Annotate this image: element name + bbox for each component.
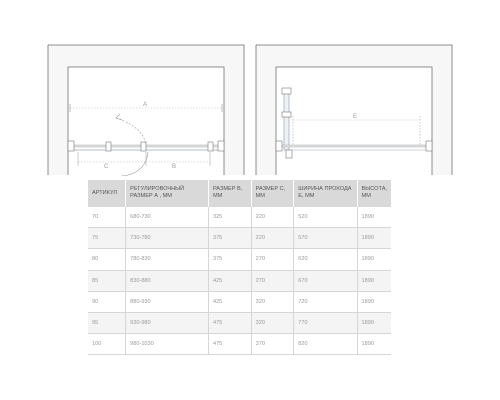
table-row [88, 228, 391, 249]
cell-article: 75 [88, 228, 126, 249]
cell-size-b: 375 [208, 249, 251, 270]
cell-size-c: 270 [251, 249, 294, 270]
cell-article: 100 [88, 334, 126, 355]
cell-size-a: 930-980 [126, 312, 209, 333]
door-roller-2 [141, 142, 146, 151]
cell-height: 1890 [357, 312, 391, 333]
cell-height: 1890 [357, 291, 391, 312]
cell-size-a: 680-730 [126, 207, 209, 228]
cell-size-b: 475 [208, 312, 251, 333]
cell-size-b: 325 [208, 207, 251, 228]
cell-size-b: 425 [208, 270, 251, 291]
table-header-row [88, 180, 391, 207]
header-adjust-size-a: РЕГУЛИРОВОЧНЫЙ РАЗМЕР А , ММ [126, 180, 209, 207]
cell-size-a: 830-880 [126, 270, 209, 291]
label-b: B [172, 164, 177, 170]
cell-height: 1890 [357, 249, 391, 270]
cell-article: 95 [88, 312, 126, 333]
left-diagram [48, 45, 244, 176]
header-passage-width-e: ШИРИНА ПРОХОДА Е, ММ [294, 180, 357, 207]
table-row [88, 270, 391, 291]
cell-size-b: 375 [208, 228, 251, 249]
header-height: ВЫСОТА, ММ [357, 180, 391, 207]
cell-size-b: 425 [208, 291, 251, 312]
cell-size-a: 780-830 [126, 249, 209, 270]
cell-height: 1890 [357, 207, 391, 228]
cell-height: 1890 [357, 270, 391, 291]
cell-size-c: 220 [251, 228, 294, 249]
cell-size-c: 320 [251, 291, 294, 312]
cell-article: 70 [88, 207, 126, 228]
label-a: A [143, 102, 148, 108]
left-profile [68, 141, 74, 151]
cell-article: 90 [88, 291, 126, 312]
open-door-panel [284, 90, 289, 150]
cell-size-a: 980-1030 [126, 334, 209, 355]
table-row [88, 334, 391, 355]
label-e: E [353, 114, 358, 120]
cell-size-a: 730-780 [126, 228, 209, 249]
cell-size-c: 220 [251, 207, 294, 228]
size-specifications-table [88, 180, 391, 355]
cell-passage-e: 670 [294, 270, 357, 291]
cell-passage-e: 520 [294, 207, 357, 228]
header-article: АРТИКУЛ [88, 180, 126, 207]
cell-passage-e: 620 [294, 249, 357, 270]
cell-size-c: 270 [251, 270, 294, 291]
cell-passage-e: 720 [294, 291, 357, 312]
cell-article: 80 [88, 249, 126, 270]
label-c: C [104, 164, 109, 170]
cell-passage-e: 770 [294, 312, 357, 333]
cell-passage-e: 820 [294, 334, 357, 355]
cell-size-b: 475 [208, 334, 251, 355]
cell-height: 1890 [357, 228, 391, 249]
table-row [88, 312, 391, 333]
cell-size-c: 320 [251, 312, 294, 333]
cell-size-a: 880-930 [126, 291, 209, 312]
door-roller-3 [208, 142, 213, 151]
cell-height: 1890 [357, 334, 391, 355]
door-roller-1 [106, 142, 111, 151]
cell-article: 85 [88, 270, 126, 291]
right-diagram [256, 45, 452, 175]
right-profile [218, 141, 224, 151]
shower-door-diagrams [0, 0, 500, 176]
cell-passage-e: 570 [294, 228, 357, 249]
header-size-c: РАЗМЕР С, ММ [251, 180, 294, 207]
cell-size-c: 370 [251, 334, 294, 355]
table-row [88, 291, 391, 312]
table-row [88, 207, 391, 228]
header-size-b: РАЗМЕР В, ММ [208, 180, 251, 207]
right-door-track [276, 145, 432, 147]
table-row [88, 249, 391, 270]
